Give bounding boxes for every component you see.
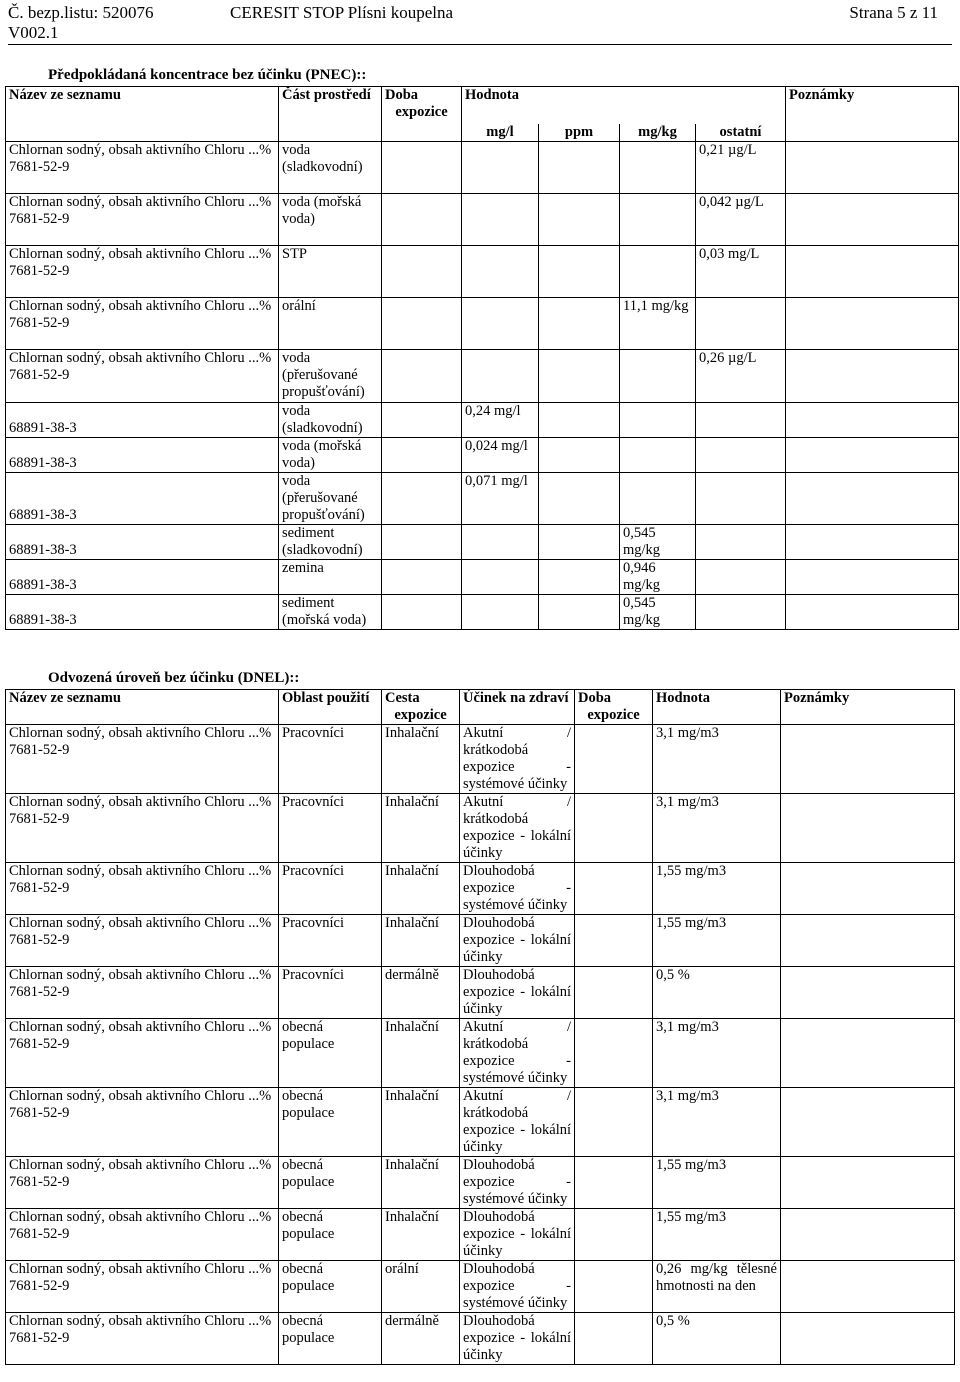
- pnec-name-cell: 68891-38-3: [6, 595, 279, 630]
- dnel-name-cell: Chlornan sodný, obsah aktivního Chloru ...% 7681-52-9: [6, 1157, 279, 1209]
- pnec-name-cell: Chlornan sodný, obsah aktivního Chloru ...% 7681-52-9: [6, 142, 279, 194]
- dnel-area-cell: Pracovníci: [279, 794, 382, 863]
- dnel-duration-cell: [575, 1313, 653, 1365]
- dnel-effect-cell: Dlouhodobá expozice - lokální účinky: [460, 967, 575, 1019]
- pnec-other-cell: 0,042 µg/L: [696, 194, 786, 246]
- col-header-route: Cesta expozice: [382, 690, 460, 725]
- col-header-effect: Účinek na zdraví: [460, 690, 575, 725]
- col-header-name: Název ze seznamu: [6, 690, 279, 725]
- dnel-duration-cell: [575, 1019, 653, 1088]
- dnel-effect-cell: Dlouhodobá expozice - systémové účinky: [460, 1157, 575, 1209]
- pnec-mgl-cell: [462, 350, 539, 403]
- dnel-notes-cell: [781, 1313, 955, 1365]
- pnec-part-cell: STP: [279, 246, 382, 298]
- dnel-area-cell: obecná populace: [279, 1088, 382, 1157]
- table-row: [6, 525, 959, 560]
- dnel-area-cell: obecná populace: [279, 1157, 382, 1209]
- pnec-notes-cell: [786, 560, 959, 595]
- dnel-name-cell: Chlornan sodný, obsah aktivního Chloru ...% 7681-52-9: [6, 863, 279, 915]
- pnec-other-cell: [696, 525, 786, 560]
- table-row: [6, 438, 959, 473]
- dnel-notes-cell: [781, 1019, 955, 1088]
- col-header-duration: Doba expozice: [575, 690, 653, 725]
- dnel-duration-cell: [575, 863, 653, 915]
- table-row: [6, 915, 955, 967]
- table-row: [6, 350, 959, 403]
- dnel-route-cell: Inhalační: [382, 794, 460, 863]
- pnec-mgkg-cell: [620, 350, 696, 403]
- pnec-ppm-cell: [539, 595, 620, 630]
- dnel-value-cell: 1,55 mg/m3: [653, 1209, 781, 1261]
- pnec-mgl-cell: 0,24 mg/l: [462, 403, 539, 438]
- pnec-part-cell: voda (přerušované propušťování): [279, 473, 382, 525]
- pnec-mgl-cell: 0,024 mg/l: [462, 438, 539, 473]
- pnec-name-cell: Chlornan sodný, obsah aktivního Chloru ...% 7681-52-9: [6, 298, 279, 350]
- dnel-effect-cell: Dlouhodobá expozice - lokální účinky: [460, 1313, 575, 1365]
- dnel-value-cell: 3,1 mg/m3: [653, 794, 781, 863]
- pnec-notes-cell: [786, 298, 959, 350]
- product-name: CERESIT STOP Plísni koupelna: [230, 3, 454, 22]
- dnel-value-cell: 0,5 %: [653, 1313, 781, 1365]
- dnel-name-cell: Chlornan sodný, obsah aktivního Chloru ...% 7681-52-9: [6, 1313, 279, 1365]
- dnel-name-cell: Chlornan sodný, obsah aktivního Chloru ...% 7681-52-9: [6, 967, 279, 1019]
- dnel-value-cell: 3,1 mg/m3: [653, 1019, 781, 1088]
- dnel-title: Odvozená úroveň bez účinku (DNEL)::: [48, 670, 300, 686]
- pnec-mgkg-cell: [620, 194, 696, 246]
- table-row: [6, 1088, 955, 1157]
- pnec-mgkg-cell: 0,545 mg/kg: [620, 525, 696, 560]
- dnel-route-cell: Inhalační: [382, 725, 460, 794]
- dnel-table: [5, 689, 955, 1365]
- pnec-other-cell: [696, 298, 786, 350]
- dnel-area-cell: Pracovníci: [279, 863, 382, 915]
- pnec-part-cell: zemina: [279, 560, 382, 595]
- dnel-name-cell: Chlornan sodný, obsah aktivního Chloru ...% 7681-52-9: [6, 915, 279, 967]
- col-header-area: Oblast použití: [279, 690, 382, 725]
- pnec-ppm-cell: [539, 560, 620, 595]
- dnel-duration-cell: [575, 794, 653, 863]
- table-row: [6, 967, 955, 1019]
- dnel-name-cell: Chlornan sodný, obsah aktivního Chloru ...% 7681-52-9: [6, 1088, 279, 1157]
- dnel-effect-cell: Dlouhodobá expozice - lokální účinky: [460, 915, 575, 967]
- pnec-mgl-cell: [462, 298, 539, 350]
- pnec-mgl-cell: [462, 525, 539, 560]
- pnec-duration-cell: [382, 560, 462, 595]
- pnec-other-cell: [696, 473, 786, 525]
- pnec-part-cell: sediment (mořská voda): [279, 595, 382, 630]
- pnec-ppm-cell: [539, 246, 620, 298]
- col-header-value: Hodnota: [653, 690, 781, 725]
- table-row: [6, 560, 959, 595]
- pnec-duration-cell: [382, 142, 462, 194]
- pnec-duration-cell: [382, 246, 462, 298]
- pnec-mgl-cell: [462, 560, 539, 595]
- pnec-part-cell: voda (přerušované propušťování): [279, 350, 382, 403]
- table-row: [6, 725, 955, 794]
- col-header-part: Část prostředí: [279, 87, 382, 142]
- pnec-other-cell: [696, 403, 786, 438]
- pnec-other-cell: 0,26 µg/L: [696, 350, 786, 403]
- pnec-table: [5, 86, 959, 630]
- dnel-route-cell: Inhalační: [382, 863, 460, 915]
- dnel-route-cell: Inhalační: [382, 915, 460, 967]
- table-row: [6, 298, 959, 350]
- dnel-duration-cell: [575, 1209, 653, 1261]
- pnec-name-cell: Chlornan sodný, obsah aktivního Chloru ...% 7681-52-9: [6, 350, 279, 403]
- dnel-notes-cell: [781, 1261, 955, 1313]
- pnec-mgkg-cell: [620, 142, 696, 194]
- col-header-notes: Poznámky: [781, 690, 955, 725]
- dnel-value-cell: 1,55 mg/m3: [653, 915, 781, 967]
- pnec-ppm-cell: [539, 473, 620, 525]
- pnec-mgkg-cell: 0,946 mg/kg: [620, 560, 696, 595]
- pnec-notes-cell: [786, 142, 959, 194]
- col-header-name: Název ze seznamu: [6, 87, 279, 142]
- dnel-value-cell: 3,1 mg/m3: [653, 725, 781, 794]
- pnec-ppm-cell: [539, 403, 620, 438]
- dnel-effect-cell: Akutní / krátkodobá expozice - lokální účinky: [460, 1088, 575, 1157]
- col-header-mgkg: mg/kg: [620, 124, 696, 142]
- table-row: [6, 473, 959, 525]
- pnec-part-cell: orální: [279, 298, 382, 350]
- pnec-mgl-cell: [462, 246, 539, 298]
- col-header-notes: Poznámky: [786, 87, 959, 142]
- pnec-other-cell: 0,03 mg/L: [696, 246, 786, 298]
- dnel-route-cell: dermálně: [382, 967, 460, 1019]
- document-version: V002.1: [8, 23, 59, 42]
- pnec-other-cell: [696, 560, 786, 595]
- dnel-area-cell: Pracovníci: [279, 967, 382, 1019]
- dnel-name-cell: Chlornan sodný, obsah aktivního Chloru ...% 7681-52-9: [6, 1019, 279, 1088]
- pnec-mgkg-cell: [620, 403, 696, 438]
- table-row: [6, 246, 959, 298]
- pnec-duration-cell: [382, 194, 462, 246]
- dnel-value-cell: 0,5 %: [653, 967, 781, 1019]
- dnel-name-cell: Chlornan sodný, obsah aktivního Chloru ...% 7681-52-9: [6, 725, 279, 794]
- dnel-effect-cell: Dlouhodobá expozice - systémové účinky: [460, 863, 575, 915]
- pnec-notes-cell: [786, 403, 959, 438]
- pnec-mgl-cell: [462, 194, 539, 246]
- table-row: [6, 1019, 955, 1088]
- document-number: Č. bezp.listu: 520076: [8, 3, 154, 22]
- pnec-mgkg-cell: [620, 438, 696, 473]
- pnec-name-cell: 68891-38-3: [6, 473, 279, 525]
- pnec-notes-cell: [786, 525, 959, 560]
- dnel-duration-cell: [575, 1157, 653, 1209]
- pnec-duration-cell: [382, 298, 462, 350]
- pnec-part-cell: voda (sladkovodní): [279, 403, 382, 438]
- table-row: [6, 1313, 955, 1365]
- pnec-duration-cell: [382, 473, 462, 525]
- pnec-part-cell: voda (mořská voda): [279, 438, 382, 473]
- pnec-part-cell: voda (sladkovodní): [279, 142, 382, 194]
- dnel-area-cell: obecná populace: [279, 1261, 382, 1313]
- page-header: [8, 4, 952, 45]
- pnec-notes-cell: [786, 350, 959, 403]
- dnel-route-cell: Inhalační: [382, 1209, 460, 1261]
- pnec-mgl-cell: [462, 142, 539, 194]
- dnel-notes-cell: [781, 725, 955, 794]
- table-row: [6, 595, 959, 630]
- pnec-name-cell: 68891-38-3: [6, 525, 279, 560]
- pnec-notes-cell: [786, 194, 959, 246]
- col-header-value: Hodnota: [462, 87, 786, 124]
- dnel-notes-cell: [781, 863, 955, 915]
- dnel-name-cell: Chlornan sodný, obsah aktivního Chloru ...% 7681-52-9: [6, 1261, 279, 1313]
- pnec-duration-cell: [382, 595, 462, 630]
- dnel-value-cell: 1,55 mg/m3: [653, 863, 781, 915]
- pnec-notes-cell: [786, 438, 959, 473]
- dnel-effect-cell: Akutní / krátkodobá expozice - lokální účinky: [460, 794, 575, 863]
- pnec-title: Předpokládaná koncentrace bez účinku (PNEC)::: [48, 67, 367, 83]
- pnec-mgkg-cell: [620, 246, 696, 298]
- dnel-duration-cell: [575, 1088, 653, 1157]
- pnec-notes-cell: [786, 595, 959, 630]
- col-header-duration: Doba expozice: [382, 87, 462, 142]
- dnel-route-cell: orální: [382, 1261, 460, 1313]
- dnel-route-cell: Inhalační: [382, 1019, 460, 1088]
- dnel-value-cell: 1,55 mg/m3: [653, 1157, 781, 1209]
- pnec-name-cell: Chlornan sodný, obsah aktivního Chloru ...% 7681-52-9: [6, 246, 279, 298]
- pnec-name-cell: 68891-38-3: [6, 438, 279, 473]
- pnec-other-cell: 0,21 µg/L: [696, 142, 786, 194]
- pnec-ppm-cell: [539, 194, 620, 246]
- pnec-notes-cell: [786, 246, 959, 298]
- dnel-route-cell: Inhalační: [382, 1088, 460, 1157]
- table-row: [6, 194, 959, 246]
- dnel-area-cell: obecná populace: [279, 1313, 382, 1365]
- dnel-value-cell: 0,26 mg/kg tělesné hmotnosti na den: [653, 1261, 781, 1313]
- col-header-ppm: ppm: [539, 124, 620, 142]
- table-row: [6, 403, 959, 438]
- table-row: [6, 1157, 955, 1209]
- dnel-effect-cell: Akutní / krátkodobá expozice - systémové účinky: [460, 725, 575, 794]
- pnec-mgkg-cell: [620, 473, 696, 525]
- pnec-ppm-cell: [539, 298, 620, 350]
- dnel-effect-cell: Dlouhodobá expozice - lokální účinky: [460, 1209, 575, 1261]
- pnec-notes-cell: [786, 473, 959, 525]
- dnel-duration-cell: [575, 915, 653, 967]
- pnec-part-cell: voda (mořská voda): [279, 194, 382, 246]
- pnec-mgl-cell: [462, 595, 539, 630]
- table-row: [6, 794, 955, 863]
- dnel-duration-cell: [575, 725, 653, 794]
- table-row: [6, 142, 959, 194]
- dnel-value-cell: 3,1 mg/m3: [653, 1088, 781, 1157]
- dnel-route-cell: Inhalační: [382, 1157, 460, 1209]
- pnec-duration-cell: [382, 403, 462, 438]
- pnec-other-cell: [696, 438, 786, 473]
- pnec-part-cell: sediment (sladkovodní): [279, 525, 382, 560]
- dnel-effect-cell: Akutní / krátkodobá expozice - systémové účinky: [460, 1019, 575, 1088]
- table-row: [6, 863, 955, 915]
- dnel-notes-cell: [781, 1209, 955, 1261]
- dnel-area-cell: obecná populace: [279, 1019, 382, 1088]
- pnec-name-cell: 68891-38-3: [6, 560, 279, 595]
- pnec-name-cell: Chlornan sodný, obsah aktivního Chloru ...% 7681-52-9: [6, 194, 279, 246]
- pnec-mgl-cell: 0,071 mg/l: [462, 473, 539, 525]
- pnec-other-cell: [696, 595, 786, 630]
- dnel-name-cell: Chlornan sodný, obsah aktivního Chloru ...% 7681-52-9: [6, 794, 279, 863]
- col-header-other: ostatní: [696, 124, 786, 142]
- dnel-route-cell: dermálně: [382, 1313, 460, 1365]
- table-row: [6, 1261, 955, 1313]
- dnel-area-cell: obecná populace: [279, 1209, 382, 1261]
- pnec-duration-cell: [382, 350, 462, 403]
- table-row: [6, 1209, 955, 1261]
- pnec-ppm-cell: [539, 142, 620, 194]
- dnel-notes-cell: [781, 967, 955, 1019]
- dnel-area-cell: Pracovníci: [279, 915, 382, 967]
- pnec-ppm-cell: [539, 438, 620, 473]
- pnec-mgkg-cell: 0,545 mg/kg: [620, 595, 696, 630]
- dnel-duration-cell: [575, 1261, 653, 1313]
- pnec-ppm-cell: [539, 525, 620, 560]
- pnec-name-cell: 68891-38-3: [6, 403, 279, 438]
- dnel-notes-cell: [781, 1157, 955, 1209]
- col-header-mgl: mg/l: [462, 124, 539, 142]
- pnec-duration-cell: [382, 525, 462, 560]
- dnel-duration-cell: [575, 967, 653, 1019]
- dnel-name-cell: Chlornan sodný, obsah aktivního Chloru ...% 7681-52-9: [6, 1209, 279, 1261]
- pnec-duration-cell: [382, 438, 462, 473]
- dnel-effect-cell: Dlouhodobá expozice - systémové účinky: [460, 1261, 575, 1313]
- pnec-mgkg-cell: 11,1 mg/kg: [620, 298, 696, 350]
- dnel-area-cell: Pracovníci: [279, 725, 382, 794]
- dnel-notes-cell: [781, 1088, 955, 1157]
- pnec-ppm-cell: [539, 350, 620, 403]
- page-number: Strana 5 z 11: [849, 3, 938, 22]
- dnel-notes-cell: [781, 915, 955, 967]
- dnel-notes-cell: [781, 794, 955, 863]
